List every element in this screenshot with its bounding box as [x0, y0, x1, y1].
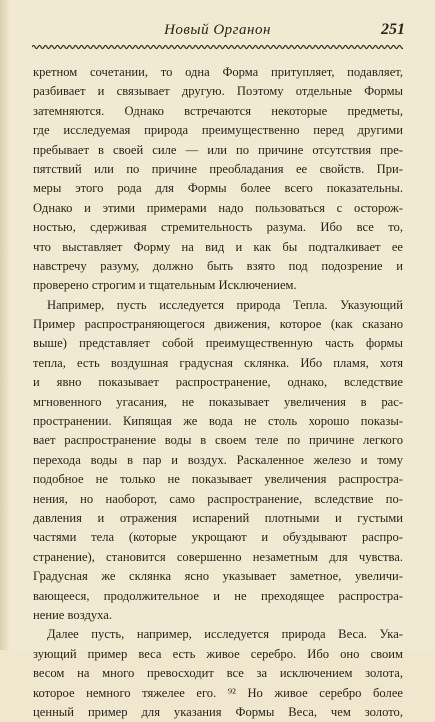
decorative-rule-ornament [32, 43, 403, 51]
text-line: перехода воды в пар и воздух. Раскаленное железо и тому [33, 452, 403, 467]
text-line: меры этого рода для Формы более всего показательны. [33, 181, 403, 196]
text-line: которое немного тяжелее его. ⁹² Но живое серебро более [33, 685, 403, 700]
text-line: пятствий или по причине преобладания ее свойств. При- [33, 161, 403, 176]
text-line: разбивает и связывает другую. Поэтому отдельные Формы [33, 84, 403, 99]
text-line: и явно показывает распространение, однако, вследствие [33, 375, 403, 390]
decorative-rule [32, 43, 403, 51]
text-line: тепла, есть воздушная градусная склянка. Ибо пламя, хотя [33, 355, 403, 370]
text-line: вает распространение воды в своем теле по причине легкого [33, 433, 403, 448]
page-edge-shadow [0, 0, 10, 650]
running-title: Новый Органон [164, 22, 271, 38]
text-line: выше) представляет собой преимущественную часть формы [33, 336, 403, 351]
text-line: нение воздуха. [33, 607, 113, 622]
text-line: весом на много превосходит все за исключением золота, [33, 666, 403, 681]
text-line: проверено строгим и тщательным Исключением. [33, 278, 297, 293]
text-line: Градусная же склянка ясно указывает заметное, увеличи- [33, 569, 403, 584]
text-line: Пример распространяющегося движения, которое (как сказано [33, 317, 403, 332]
running-header [30, 22, 405, 42]
text-line: нения, но наоборот, само распространение, вследствие по- [33, 491, 403, 506]
paragraph-first-line: Далее пусть, например, исследуется природа Веса. Ука- [47, 627, 403, 642]
text-line: навстречу разуму, должно быть взято под подозрение и [33, 258, 403, 273]
text-line: затемняются. Однако встречаются некоторые предметы, [33, 103, 403, 118]
text-line: пространении. Кипящая же вода не столь хорошо показы- [33, 414, 403, 429]
text-line: ностью, сдерживая стремительность разума. Ибо все то, [33, 220, 403, 235]
text-line: кретном сочетании, то одна Форма притупляет, подавляет, [33, 65, 403, 79]
text-line: Однако и этими примерами надо пользоваться с осторож- [33, 200, 403, 215]
text-line: зующий пример веса есть живое серебро. Ибо оно своим [33, 646, 403, 661]
page-number: 251 [381, 21, 405, 38]
text-line: давления и отражения испарений плотными и густыми [33, 510, 403, 525]
text-line: странение), становится совершенно незаметным для чувства. [33, 549, 403, 564]
text-line: где исследуемая природа преимущественно перед другими [33, 123, 403, 138]
text-line: вающееся, продолжительное и не преходящее распростра- [33, 588, 403, 603]
body-text [33, 63, 403, 722]
paragraph-first-line: Например, пусть исследуется природа Тепла. Указующий [47, 297, 403, 312]
text-line: мгновенного угасания, не показывает увеличения в рас- [33, 394, 403, 409]
text-line: подобное не только не показывает увеличения распростра- [33, 472, 403, 487]
text-line: пребывает в своей силе — или по причине отсутствия пре- [33, 142, 403, 157]
text-line: что выставляет Форму на вид и как бы подталкивает ее [33, 239, 403, 254]
text-line: ценный пример для указания Формы Веса, чем золото, [33, 704, 403, 719]
text-line: частями тела (которые укрощают и обуздывают распро- [33, 530, 403, 545]
